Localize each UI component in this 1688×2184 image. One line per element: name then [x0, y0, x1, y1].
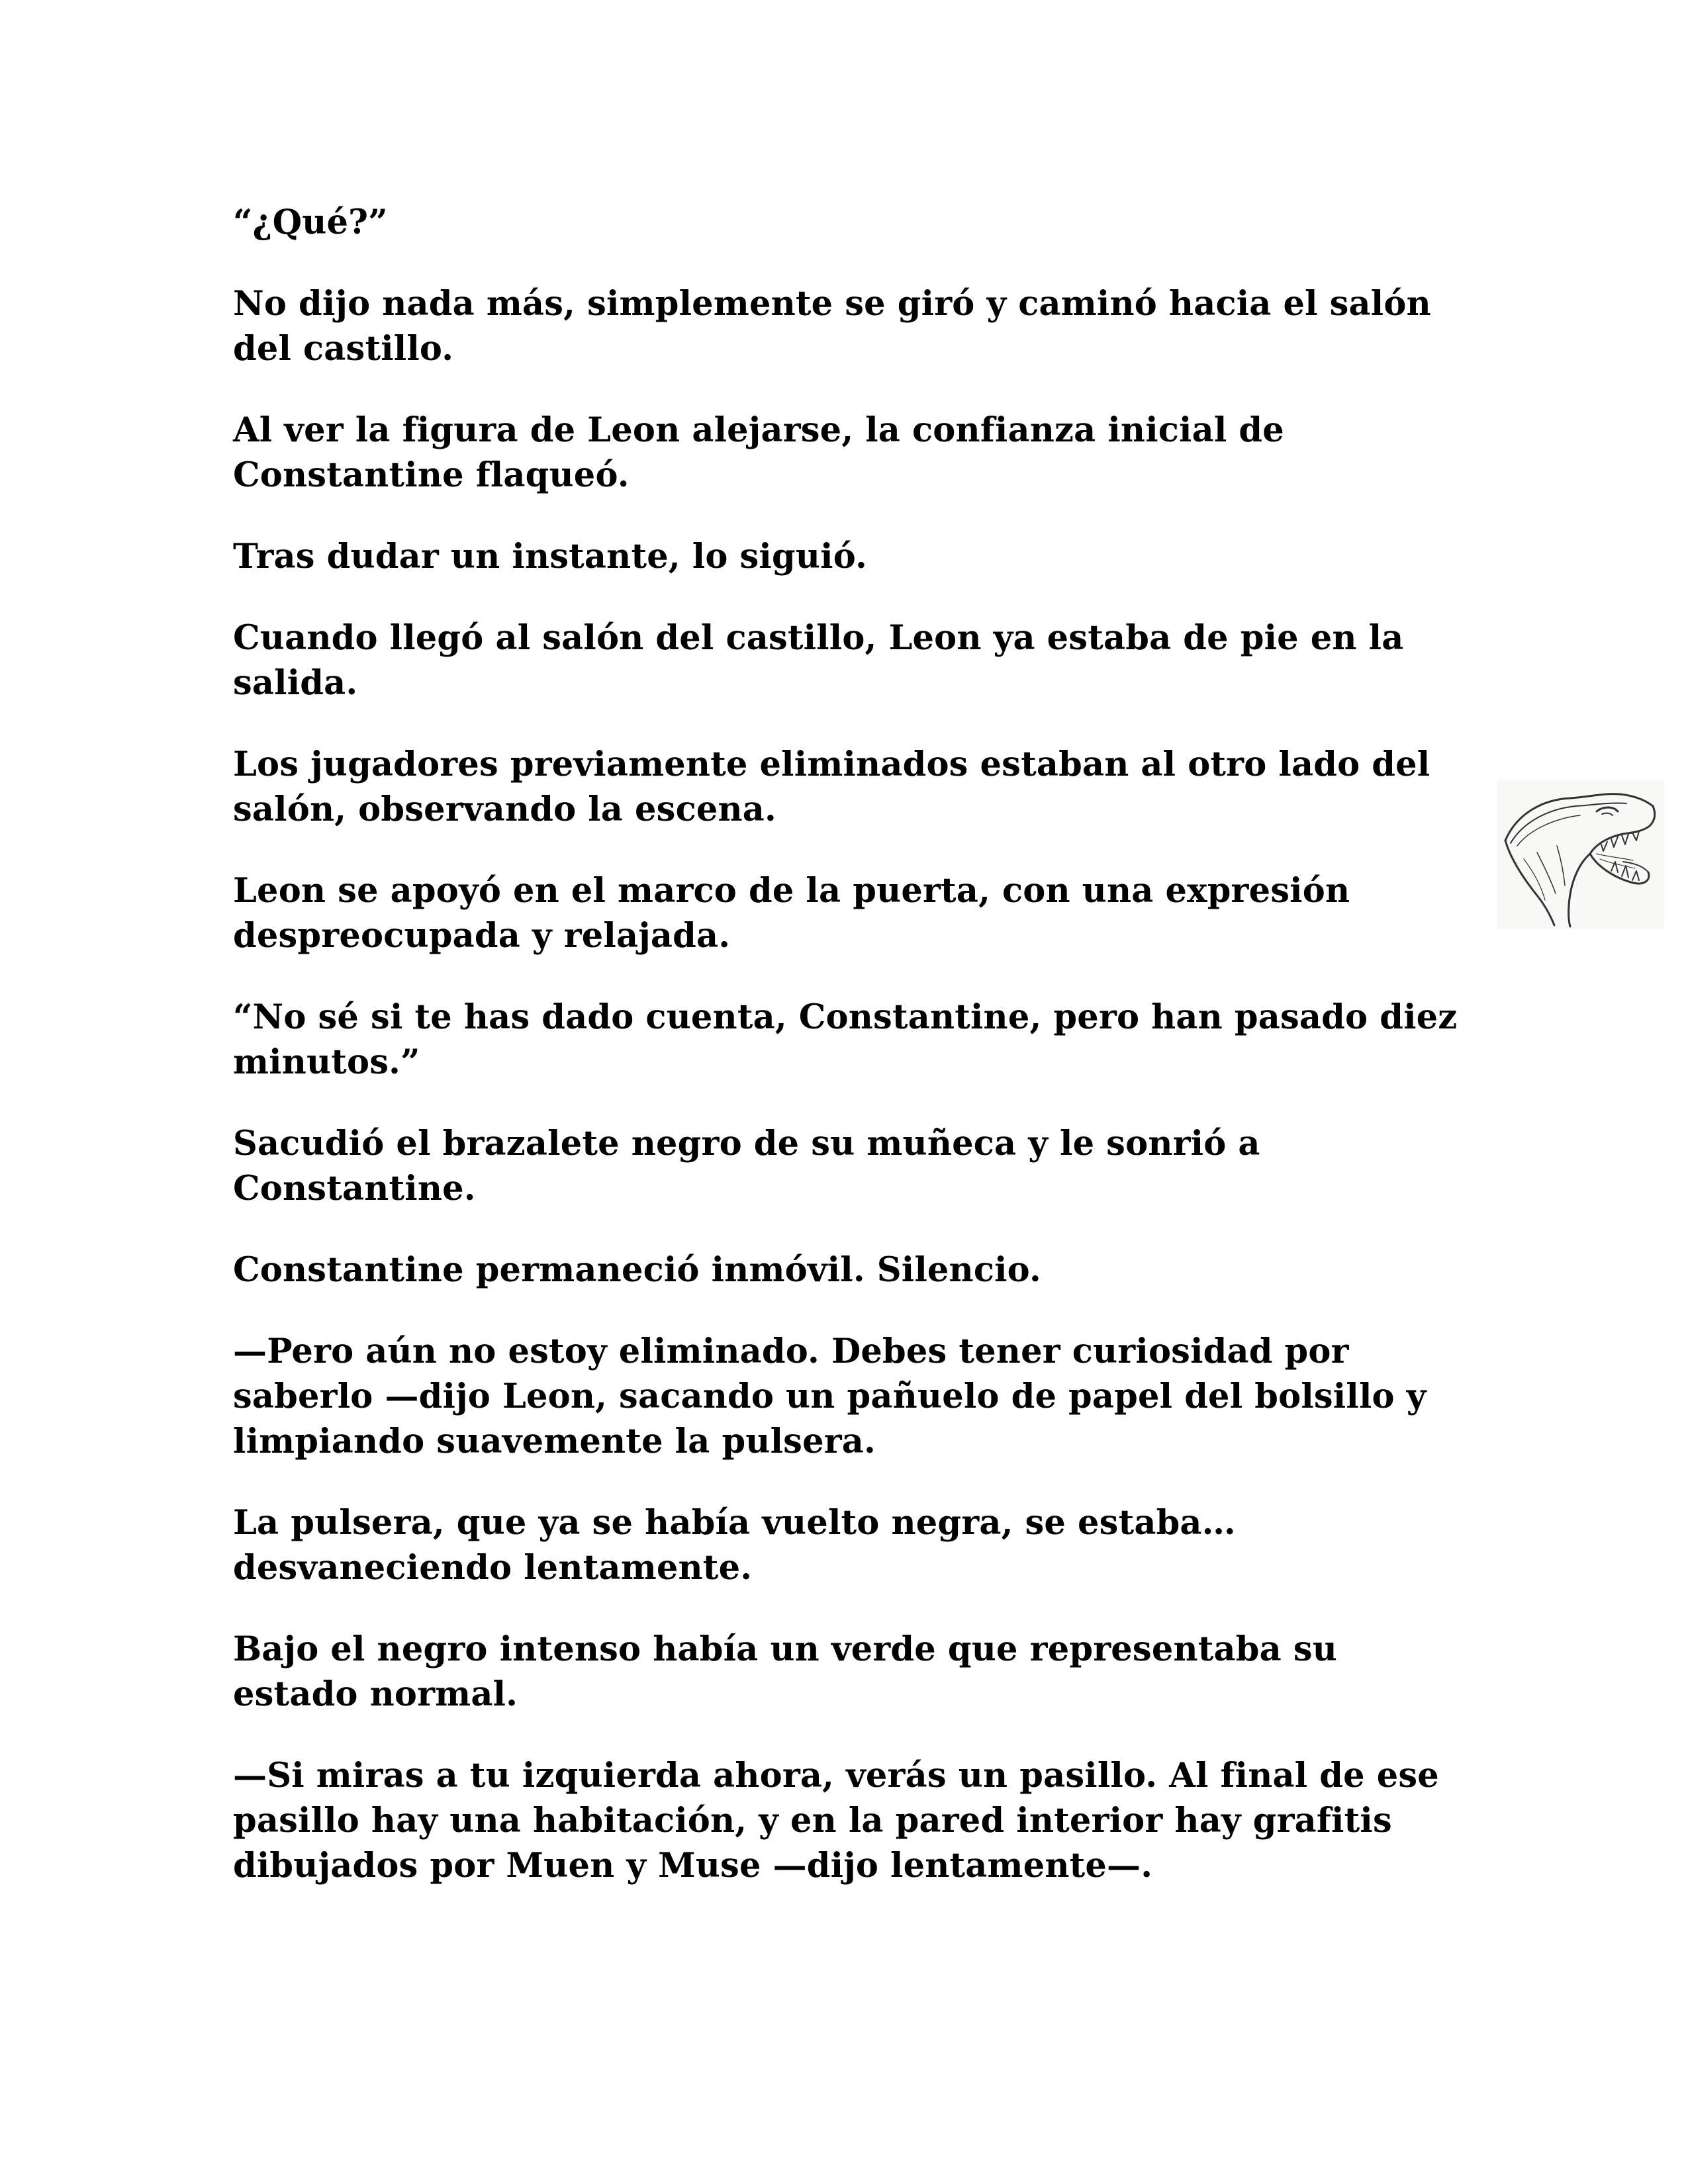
paragraph: Sacudió el brazalete negro de su muñeca y le sonrió a Constantine. — [233, 1124, 1260, 1208]
paragraph: —Si miras a tu izquierda ahora, verás un pasillo. Al final de ese pasillo hay una habitación, y en la pared interior hay grafitis dibujados por Muen y Muse —dijo lentamente—. — [233, 1756, 1439, 1886]
paragraph: Leon se apoyó en el marco de la puerta, con una expresión despreocupada y relajada. — [233, 871, 1350, 956]
paragraph: Constantine permaneció inmóvil. Silencio. — [233, 1250, 1041, 1290]
paragraph: Los jugadores previamente eliminados estaban al otro lado del salón, observando la escena. — [233, 745, 1430, 829]
paragraph: La pulsera, que ya se había vuelto negra, se estaba… desvaneciendo lentamente. — [233, 1503, 1236, 1588]
paragraph: No dijo nada más, simplemente se giró y caminó hacia el salón del castillo. — [233, 284, 1431, 369]
paragraph: Al ver la figura de Leon alejarse, la confianza inicial de Constantine flaqueó. — [233, 410, 1284, 495]
paragraph: “¿Qué?” — [233, 203, 388, 242]
paragraph: “No sé si te has dado cuenta, Constantine, pero han pasado diez minutos.” — [233, 997, 1458, 1082]
document-body — [233, 200, 1464, 1888]
paragraph: Bajo el negro intenso había un verde que representaba su estado normal. — [233, 1629, 1338, 1714]
dinosaur-head-sketch-icon — [1497, 780, 1664, 929]
paragraph: —Pero aún no estoy eliminado. Debes tener curiosidad por saberlo —dijo Leon, sacando un pañuelo de papel del bolsillo y limpiando suavemente la pulsera. — [233, 1332, 1427, 1461]
paragraph: Cuando llegó al salón del castillo, Leon ya estaba de pie en la salida. — [233, 618, 1404, 703]
paragraph: Tras dudar un instante, lo siguió. — [233, 537, 867, 576]
